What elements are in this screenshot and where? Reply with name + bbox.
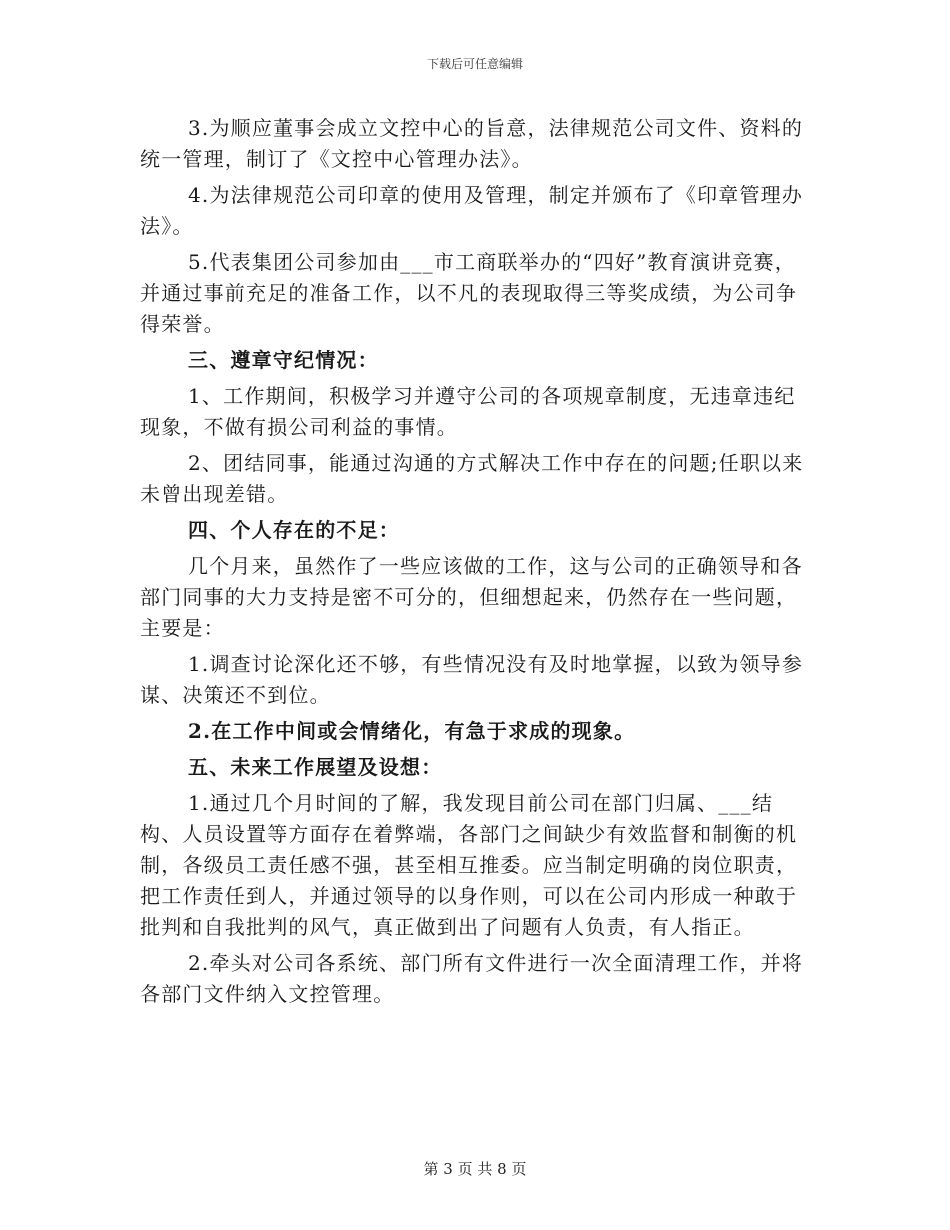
- paragraph-outlook-1: 1.通过几个月时间的了解，我发现目前公司在部门归属、___结构、人员设置等方面存在着弊端，各部门之间缺少有效监督和制衡的机制，各级员工责任感不强，甚至相互推委。应当制定明确的岗位职责，把工作责任到人，并通过领导的以身作则，可以在公司内形成一种敢于批判和自我批判的风气，真正做到出了问题有人负责，有人指正。: [140, 791, 798, 939]
- section-heading-discipline: 三、遵章守纪情况：: [188, 348, 379, 372]
- paragraph-discipline-1: 1、工作期间，积极学习并遵守公司的各项规章制度，无违章违纪现象，不做有损公司利益的事情。: [140, 384, 796, 439]
- page-footer: 第 3 页 共 8 页: [423, 1160, 527, 1178]
- paragraph-shortcomings-2: 2.在工作中间或会情绪化，有急于求成的现象。: [188, 719, 636, 743]
- paragraph-item-3: 3.为顺应董事会成立文控中心的旨意，法律规范公司文件、资料的统一管理，制订了《文控中心管理办法》。: [140, 116, 804, 171]
- paragraph-item-5: 5.代表集团公司参加由___市工商联举办的“四好”教育演讲竞赛，并通过事前充足的准备工作，以不凡的表现取得三等奖成绩，为公司争得荣誉。: [140, 250, 798, 336]
- paragraph-outlook-2: 2.牵头对公司各系统、部门所有文件进行一次全面清理工作，并将各部门文件纳入文控管理。: [140, 951, 804, 1006]
- page-header: 下载后可任意编辑: [426, 57, 523, 71]
- section-heading-shortcomings: 四、个人存在的不足：: [188, 518, 400, 542]
- paragraph-item-4: 4.为法律规范公司印章的使用及管理，制定并颁布了《印章管理办法》。: [140, 183, 804, 238]
- paragraph-discipline-2: 2、团结同事，能通过沟通的方式解决工作中存在的问题;任职以来未曾出现差错。: [140, 451, 804, 506]
- section-heading-outlook: 五、未来工作展望及设想：: [188, 755, 443, 779]
- paragraph-shortcomings-intro: 几个月来，虽然作了一些应该做的工作，这与公司的正确领导和各部门同事的大力支持是密不可分的，但细想起来，仍然存在一些问题，主要是：: [140, 554, 803, 640]
- paragraph-shortcomings-1: 1.调查讨论深化还不够，有些情况没有及时地掌握，以致为领导参谋、决策还不到位。: [140, 652, 804, 707]
- document-body: [140, 113, 810, 1015]
